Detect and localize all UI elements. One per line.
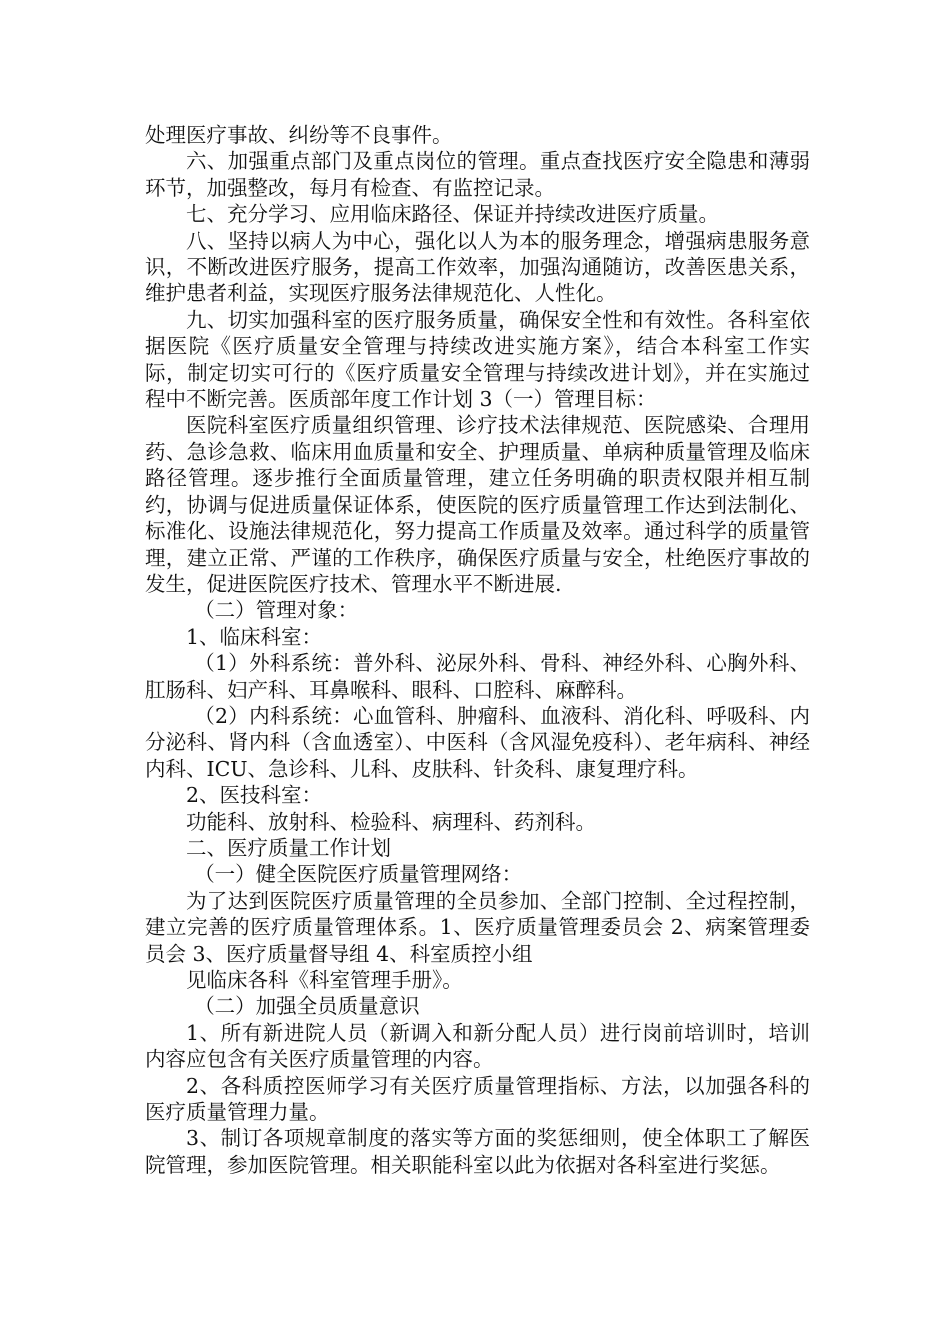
paragraph: 处理医疗事故、纠纷等不良事件。 (145, 123, 453, 147)
paragraph: 医院科室医疗质量组织管理、诊疗技术法律规范、医院感染、合理用药、急诊急救、临床用血质量和安全、护理质量、单病种质量管理及临床路径管理。逐步推行全面质量管理，建立任务明确的职责权限并相互制约，协调与促进质量保证体系，使医院的医疗质量管理工作达到法制化、标准化、设施法律规范化，努力提高工作质量及效率。通过科学的质量管理，建立正常、严谨的工作秩序，确保医疗质量与安全，杜绝医疗事故的发生，促进医院医疗技术、管理水平不断进展. (145, 413, 810, 596)
section-heading: （二）加强全员质量意识 (194, 994, 420, 1019)
paragraph: （1）外科系统：普外科、泌尿外科、骨科、神经外科、心胸外科、肛肠科、妇产科、耳鼻喉科、眼科、口腔科、麻醉科。 (145, 651, 810, 702)
section-heading: （二）管理对象： (194, 598, 359, 623)
paragraph: 2、各科质控医师学习有关医疗质量管理指标、方法，以加强各科的医疗质量管理力量。 (145, 1073, 810, 1125)
subsection-heading: 2、医技科室： (186, 783, 323, 808)
paragraph: 八、坚持以病人为中心，强化以人为本的服务理念，增强病患服务意识，不断改进医疗服务，提高工作效率，加强沟通随访，改善医患关系，维护患者利益，实现医疗服务法律规范化、人性化。 (145, 228, 810, 306)
paragraph: 功能科、放射科、检验科、病理科、药剂科。 (186, 809, 596, 834)
paragraph: 1、所有新进院人员（新调入和新分配人员）进行岗前培训时，培训内容应包含有关医疗质量管理的内容。 (145, 1020, 810, 1072)
paragraph: 六、加强重点部门及重点岗位的管理。重点查找医疗安全隐患和薄弱环节，加强整改，每月有检查、有监控记录。 (145, 149, 810, 200)
paragraph: （2）内科系统：心血管科、肿瘤科、血液科、消化科、呼吸科、内分泌科、肾内科（含血透室）、中医科（含风湿免疫科）、老年病科、神经内科、ICU、急诊科、儿科、皮肤科、针灸科、康复理疗科。 (145, 703, 810, 781)
subsection-heading: 1、临床科室： (186, 624, 323, 649)
paragraph: 为了达到医院医疗质量管理的全员参加、全部门控制、全过程控制，建立完善的医疗质量管理体系。1、医疗质量管理委员会 2、病案管理委员会 3、医疗质量督导组 4、科室质控小组 (145, 888, 810, 966)
document-body (145, 122, 810, 1178)
section-heading: （一）健全医院医疗质量管理网络： (194, 862, 523, 887)
paragraph: 见临床各科《科室管理手册》。 (186, 968, 463, 992)
section-heading: 二、医疗质量工作计划 (186, 835, 391, 860)
paragraph: 3、制订各项规章制度的落实等方面的奖惩细则，使全体职工了解医院管理，参加医院管理。相关职能科室以此为依据对各科室进行奖惩。 (145, 1126, 810, 1177)
paragraph: 九、切实加强科室的医疗服务质量，确保安全性和有效性。各科室依据医院《医疗质量安全管理与持续改进实施方案》，结合本科室工作实际，制定切实可行的《医疗质量安全管理与持续改进计划》，并在实施过程中不断完善。医质部年度工作计划 3（一）管理目标： (145, 307, 810, 412)
paragraph: 七、充分学习、应用临床路径、保证并持续改进医疗质量。 (186, 202, 719, 227)
